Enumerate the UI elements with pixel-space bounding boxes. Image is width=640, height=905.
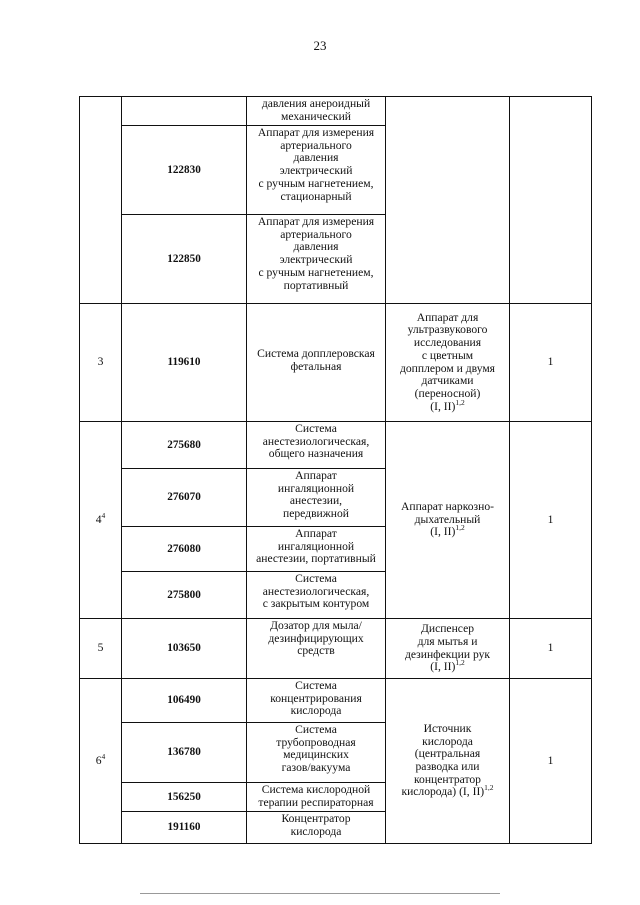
device-type-cell: Аппарат для ультразвукового исследования с цветным допплером и двумя датчиками (переносной) (I, II)$^{1,2}$	[386, 304, 510, 422]
table-row	[80, 304, 592, 422]
device-name-cell: Система кислородной терапии респираторная	[247, 783, 386, 812]
code-cell: 191160	[122, 812, 247, 844]
row-number-cell	[80, 97, 122, 304]
device-name-cell: Система анестезиологическая, с закрытым контуром	[247, 572, 386, 619]
device-name-cell: Система анестезиологическая, общего назначения	[247, 422, 386, 469]
code-cell: 106490	[122, 679, 247, 723]
quantity-cell	[510, 97, 592, 304]
device-name-cell: Система концентрирования кислорода	[247, 679, 386, 723]
code-cell: 122850	[122, 215, 247, 304]
device-name-cell: Дозатор для мыла/ дезинфицирующих средств	[247, 619, 386, 679]
code-cell	[122, 97, 247, 126]
device-name-cell: Концентратор кислорода	[247, 812, 386, 844]
code-cell: 103650	[122, 619, 247, 679]
code-cell: 122830	[122, 126, 247, 215]
device-type-cell: Источник кислорода (центральная разводка или концентратор кислорода) (I, II)$^{1,2}$	[386, 679, 510, 844]
device-name-cell: Аппарат для измерения артериального давления электрический с ручным нагнетением, стационарный	[247, 126, 386, 215]
code-cell: 275680	[122, 422, 247, 469]
quantity-cell: 1	[510, 679, 592, 844]
code-cell: 276080	[122, 527, 247, 572]
code-cell: 275800	[122, 572, 247, 619]
row-number-cell: $6^4$	[80, 679, 122, 844]
device-name-cell: Аппарат ингаляционной анестезии, передвижной	[247, 469, 386, 527]
row-number-cell: 5	[80, 619, 122, 679]
quantity-cell: 1	[510, 304, 592, 422]
device-name-cell: Система допплеровская фетальная	[247, 304, 386, 422]
device-type-cell: Аппарат наркозно- дыхательный (I, II)$^{1,2}$	[386, 422, 510, 619]
device-name-cell: Аппарат ингаляционной анестезии, портативный	[247, 527, 386, 572]
device-type-cell	[386, 97, 510, 304]
table-row	[80, 679, 592, 723]
code-cell: 276070	[122, 469, 247, 527]
quantity-cell: 1	[510, 619, 592, 679]
row-number-cell: $4^4$	[80, 422, 122, 619]
device-name-cell: Аппарат для измерения артериального давления электрический с ручным нагнетением, портативный	[247, 215, 386, 304]
scan-edge-line	[140, 893, 500, 894]
table-row	[80, 619, 592, 679]
row-number-cell: 3	[80, 304, 122, 422]
quantity-cell: 1	[510, 422, 592, 619]
code-cell: 119610	[122, 304, 247, 422]
device-name-cell: давления анероидный механический	[247, 97, 386, 126]
device-type-cell: Диспенсер для мытья и дезинфекции рук (I, II)$^{1,2}$	[386, 619, 510, 679]
code-cell: 136780	[122, 723, 247, 783]
device-name-cell: Система трубопроводная медицинских газов/вакуума	[247, 723, 386, 783]
table-row	[80, 422, 592, 469]
page-number: 23	[313, 38, 327, 53]
equipment-table	[79, 96, 592, 844]
code-cell: 156250	[122, 783, 247, 812]
table-row	[80, 97, 592, 126]
